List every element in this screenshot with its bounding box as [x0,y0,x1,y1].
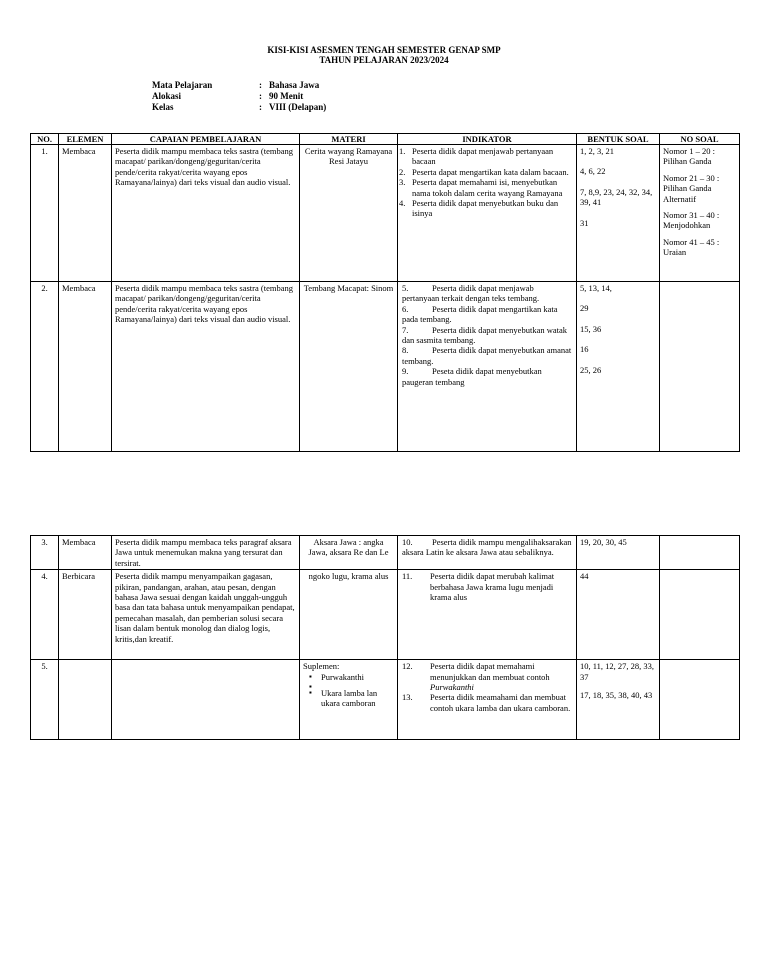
row-capaian: Peserta didik mampu membaca teks sastra (tembang macapat/ parikan/dongeng/geguritan/cerita pende/cerita rakyat/cerita wayang epos Ramayana/lainya) dari teks visual dan audio visual. [112,282,300,452]
row-materi: Tembang Macapat: Sinom [300,282,398,452]
indicator-item: 9. Peseta didik dapat menyebutkan paugeran tembang [402,366,542,387]
header-no-soal: NO SOAL [660,134,740,145]
indicator-item: 8. Peserta didik dapat menyebutkan amanat tembang. [402,345,572,366]
row-elemen: Berbicara [59,570,112,660]
meta-subject: Mata Pelajaran : Bahasa Jawa [152,80,320,90]
row-capaian: Peserta didik mampu membaca teks sastra (tembang macapat/ parikan/dongeng/geguritan/cerita pende/cerita rakyat/cerita wayang epos Ramayana/lainya) dari teks visual dan audio visual. [112,145,300,282]
indicator-item: 11. Peserta didik dapat merubah kalimat berbahasa Jawa krama lugu menjadi krama alus [402,571,555,603]
row-bentuk-soal: 44 [577,570,660,660]
row-materi: Cerita wayang Ramayana Resi Jatayu [300,145,398,282]
indicator-item: 5. Peserta didik dapat menjawab pertanyaan terkait dengan teks tembang. [402,283,540,304]
row-materi: ngoko lugu, krama alus [300,570,398,660]
row-elemen: Membaca [59,145,112,282]
meta-duration: Alokasi : 90 Menit [152,91,304,101]
list-item: ▪ Purwakanthi [321,672,394,682]
indicator-item: 13. Peserta didik meamahami dan membuat contoh ukara lamba dan ukara camboran. [402,692,571,713]
meta-block [152,80,326,113]
row-no-soal [660,282,740,452]
row-capaian: Peserta didik mampu membaca teks paragraf aksara Jawa untuk menemukan makna yang tersurat dan tersirat. [112,536,300,570]
table-header-row [31,134,740,145]
row-indikator [398,282,577,452]
indicator-item: 2. Peserta dapat mengartikan kata dalam bacaan. [399,166,569,177]
indicator-item: 3. Peserta dapat memahami isi, menyebutkan nama tokoh dalam cerita wayang Ramayana [399,177,563,198]
header-no: NO. [31,134,59,145]
row-indikator [398,570,577,660]
indicator-item: 6. Peserta didik dapat mengartikan kata pada tembang. [402,303,558,325]
materi-list [303,672,394,709]
row-elemen: Membaca [59,282,112,452]
row-indikator [398,536,577,570]
grid-table-page1 [30,133,740,452]
row-elemen: Membaca [59,536,112,570]
header-bentuk-soal: BENTUK SOAL [577,134,660,145]
table-row [31,145,740,282]
table-row [31,660,740,740]
row-materi: Aksara Jawa : angka Jawa, aksara Re dan Le [300,536,398,570]
document-title: KISI-KISI ASESMEN TENGAH SEMESTER GENAP SMP [267,45,501,55]
row-bentuk-soal: 1, 2, 3, 21 4, 6, 22 7, 8,9, 23, 24, 32, 34, 39, 41 31 [577,145,660,282]
row-no: 5. [31,660,59,740]
row-bentuk-soal: 19, 20, 30, 45 [577,536,660,570]
row-indikator [398,145,577,282]
table-row [31,570,740,660]
indicator-item: 1. Peserta didik dapat menjawab pertanyaan bacaan [399,146,554,167]
header-capaian: CAPAIAN PEMBELAJARAN [112,134,300,145]
indicator-item: 4. Peserta didik dapat menyebutkan buku dan isinya [399,198,559,219]
row-no: 2. [31,282,59,452]
indicator-item: 7. Peserta didik dapat menyebutkan watak dan sasmita tembang. [402,324,568,346]
document-subtitle: TAHUN PELAJARAN 2023/2024 [319,55,449,65]
row-no-soal: Nomor 1 – 20 : Pilihan Ganda Nomor 21 – 30 : Pilihan Ganda Alternatif Nomor 31 – 40 : Menjodohkan Nomor 41 – 45 : Uraian [660,145,740,282]
grid-table-page2 [30,535,740,740]
meta-class: Kelas : VIII (Delapan) [152,102,327,112]
row-bentuk-soal: 5, 13, 14, 29 15, 36 16 25, 26 [577,282,660,452]
indicator-item: 10. Peserta didik mampu mengalihaksarakan aksara Latin ke aksara Jawa atau sebaliknya. [402,537,572,558]
header-elemen: ELEMEN [59,134,112,145]
row-no: 1. [31,145,59,282]
table-row [31,282,740,452]
header-indikator: INDIKATOR [398,134,577,145]
row-no-soal [660,536,740,570]
table-row [31,536,740,570]
row-bentuk-soal: 10, 11, 12, 27, 28, 33, 37 17, 18, 35, 38, 40, 43 [577,660,660,740]
list-item: ▪ Ukara lamba lan ukara camboran [321,688,394,709]
row-no: 3. [31,536,59,570]
header-materi: MATERI [300,134,398,145]
row-materi: Suplemen: ▪ Purwakanthi ▪ ▪ Ukara lamba lan ukara camboran [300,660,398,740]
row-capaian: Peserta didik mampu menyampaikan gagasan, pikiran, pandangan, arahan, atau pesan, dengan bahasa Jawa sesuai dengan kaidah unggah-ungguh basa dan tata bahasa untuk menyampaikan pendapat, pemecahan masalah, dan pemberian solusi secara lisan dalam bentuk monolog dan dialog logis, kritis,dan kreatif. [112,570,300,660]
row-no-soal [660,660,740,740]
row-capaian [112,660,300,740]
indicator-item: 12. Peserta didik dapat memahami menunjukkan dan membuat contoh Purwakanthi [402,661,550,693]
row-no: 4. [31,570,59,660]
row-indikator [398,660,577,740]
row-no-soal [660,570,740,660]
row-elemen [59,660,112,740]
